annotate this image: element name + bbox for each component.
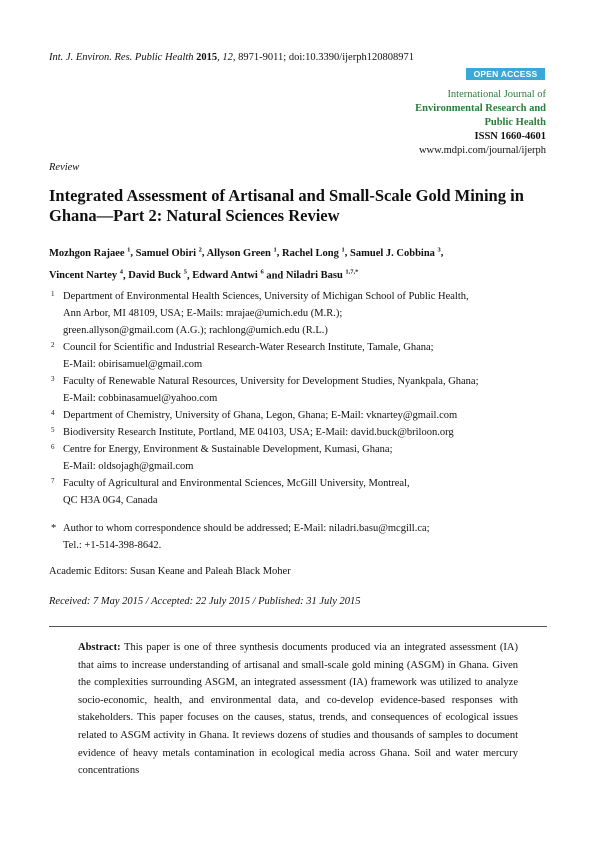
affiliation-line: Department of Chemistry, University of Ghana, Legon, Ghana; E-Mail: vknartey@gmail.com xyxy=(63,410,458,421)
author xyxy=(128,270,187,281)
author-affiliation-ref: 1,7,* xyxy=(345,268,359,276)
author xyxy=(286,270,359,281)
author-name: Samuel J. Cobbina xyxy=(350,247,435,259)
correspondence-line: Tel.: +1-514-398-8642. xyxy=(63,540,162,551)
affiliation-line: QC H3A 0G4, Canada xyxy=(63,495,158,506)
author-affiliation-ref: 5 xyxy=(183,268,187,276)
affiliation-number: 3 xyxy=(51,375,55,383)
journal-block xyxy=(415,88,546,158)
citation-pages-doi: , 8971-9011; doi:10.3390/ijerph120808971 xyxy=(232,52,414,63)
author-affiliation-ref: 3 xyxy=(437,246,441,253)
affiliation-number: 1 xyxy=(51,290,55,298)
author-name: Vincent Nartey xyxy=(49,270,118,281)
author xyxy=(136,248,202,259)
affiliation-number: 2 xyxy=(51,341,55,349)
affiliation-item xyxy=(49,424,549,441)
affiliation-line: Centre for Energy, Environment & Sustainable Development, Kumasi, Ghana; xyxy=(63,444,393,455)
author-affiliation-ref: 6 xyxy=(260,268,264,276)
affiliation-line: Council for Scientific and Industrial Research-Water Research Institute, Tamale, Ghana; xyxy=(63,342,434,353)
affiliation-item xyxy=(49,407,549,424)
author-name: Mozhgon Rajaee xyxy=(49,247,125,259)
correspondence-star: * xyxy=(51,523,57,534)
affiliation-line: Ann Arbor, MI 48109, USA; E-Mails: mrajae@umich.edu (M.R.); xyxy=(63,308,343,319)
author xyxy=(350,248,441,259)
abstract-text: This paper is one of three synthesis documents produced via an integrated assessment (IA) that aims to increase understanding of artisanal and small-scale gold mining (ASGM) in Ghana. Given the complexities surrounding ASGM, an integrated assessment (IA) framework was utilized to analyze socio-economic, health, and environmental data, and co-develop evidence-based responses with stakeholders. This paper focuses on the causes, status, trends, and consequences of ecological issues related to ASGM activity in Ghana. It reviews dozens of studies and thousands of samples to document evidence of heavy metals contamination in ecological media across Ghana. Soil and water mercury concentrations xyxy=(78,642,518,777)
affiliation-line: E-Mail: oldsojagh@gmail.com xyxy=(63,461,194,472)
journal-name-line1: International Journal of xyxy=(447,89,546,100)
affiliation-number: 4 xyxy=(51,409,55,417)
affiliation-line: Department of Environmental Health Sciences, University of Michigan School of Public Health, xyxy=(63,291,469,302)
affiliation-line: green.allyson@gmail.com (A.G.); rachlong@umich.edu (R.L.) xyxy=(63,325,328,336)
author xyxy=(282,248,345,259)
section-label: Review xyxy=(49,162,80,173)
author-name: Edward Antwi xyxy=(192,270,258,281)
citation-volume: 12 xyxy=(222,52,233,63)
author xyxy=(49,270,123,281)
author-affiliation-ref: 2 xyxy=(198,246,202,253)
affiliation-item xyxy=(49,339,549,373)
author xyxy=(192,270,264,281)
issn: ISSN 1660-4601 xyxy=(474,131,546,142)
citation-year: 2015 xyxy=(196,52,218,63)
affiliation-number: 5 xyxy=(51,426,55,434)
affiliation-line: E-Mail: obirisamuel@gmail.com xyxy=(63,359,203,370)
author-name: Allyson Green xyxy=(206,247,271,259)
author-name: Niladri Basu xyxy=(285,270,343,281)
divider xyxy=(49,626,547,627)
correspondence xyxy=(49,520,549,554)
academic-editors: Academic Editors: Susan Keane and Paleah Black Moher xyxy=(49,566,291,577)
affiliation-line: Faculty of Agricultural and Environmental Sciences, McGill University, Montreal, xyxy=(63,478,410,489)
author-name: Samuel Obiri xyxy=(135,247,197,259)
open-access-badge: OPEN ACCESS xyxy=(466,68,545,80)
journal-name-line2: Environmental Research and xyxy=(415,103,546,114)
author-name: Rachel Long xyxy=(282,247,339,259)
citation-line: Int. J. Environ. Res. Public Health 2015, 12, 8971-9011; doi:10.3390/ijerph120808971 xyxy=(49,52,414,63)
article-title: Integrated Assessment of Artisanal and Small-Scale Gold Mining in Ghana—Part 2: Natural Sciences Review xyxy=(49,186,524,225)
journal-url[interactable]: www.mdpi.com/journal/ijerph xyxy=(418,145,546,156)
author xyxy=(207,248,277,259)
affiliation-number: 7 xyxy=(51,477,55,485)
correspondence-line: Author to whom correspondence should be addressed; E-Mail: niladri.basu@mcgill.ca; xyxy=(63,523,430,534)
abstract-label: Abstract: xyxy=(78,642,121,653)
affiliation-item xyxy=(49,441,549,475)
author xyxy=(49,248,130,259)
affiliation-line: Faculty of Renewable Natural Resources, University for Development Studies, Nyankpala, Ghana; xyxy=(63,376,479,387)
author-name: David Buck xyxy=(128,270,182,281)
author-affiliation-ref: 4 xyxy=(119,268,124,276)
affiliations xyxy=(49,288,549,509)
author-affiliation-ref: 1 xyxy=(273,246,277,253)
affiliation-line: Biodiversity Research Institute, Portland, ME 04103, USA; E-Mail: david.buck@briloon.org xyxy=(63,427,454,438)
author-affiliation-ref: 1 xyxy=(127,246,131,253)
affiliation-line: E-Mail: cobbinasamuel@yahoo.com xyxy=(63,393,218,404)
affiliation-number: 6 xyxy=(51,443,55,451)
publication-dates: Received: 7 May 2015 / Accepted: 22 July 2015 / Published: 31 July 2015 xyxy=(49,596,361,607)
abstract xyxy=(78,639,518,780)
author-affiliation-ref: 1 xyxy=(341,246,345,253)
affiliation-item xyxy=(49,475,549,509)
author-list: Mozhgon Rajaee $^1$, Samuel Obiri $^2$, Allyson Green $^1$, Rachel Long $^1$, Samuel J. Cobbina $^3$, Vincent Nartey $^4$, David Buck $^5$, Edward Antwi $^6$ and Niladri Basu $^{1,7,*}$ xyxy=(49,246,444,281)
journal-name-line3: Public Health xyxy=(484,117,546,128)
affiliation-item xyxy=(49,288,549,339)
affiliation-item xyxy=(49,373,549,407)
